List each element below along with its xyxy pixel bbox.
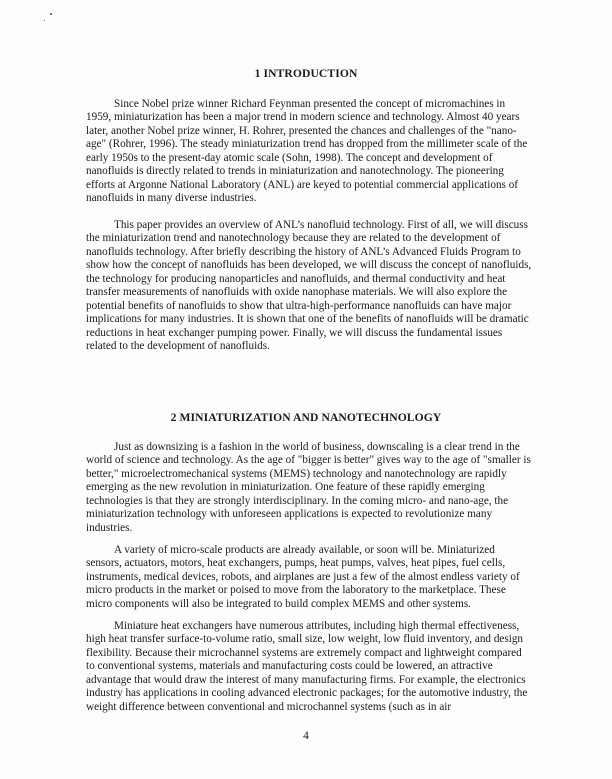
section-2-heading: 2 MINIATURIZATION AND NANOTECHNOLOGY (170, 411, 442, 424)
section-1-paragraph-1: Since Nobel prize winner Richard Feynman presented the concept of micromachines in 1959, miniaturization has been a major trend in modern science and technology. Almost 40 years later, another Nobel prize winner, H. Rohrer, presented the chances and challenges of the "nano-age" (Rohrer, 1996). The steady miniaturization trend has dropped from the millimeter scale of the early 1950s to the present-day atomic scale (Sohn, 1998). The concept and development of nanofluids is directly related to trends in miniaturization and nanotechnology. The pioneering efforts at Argonne National Laboratory (ANL) are keyed to potential commercial applications of nanofluids in many diverse industries. (86, 98, 528, 205)
section-2-paragraph-1: Just as downsizing is a fashion in the world of business, downscaling is a clear trend in the world of science and technology. As the age of "bigger is better" gives way to the age of "smaller is better," microelectromechanical systems (MEMS) technology and nanotechnology are rapidly emerging as the new revolution in miniaturization. One feature of these rapidly emerging technologies is that they are strongly interdisciplinary. In the coming micro- and nano-age, the miniaturization technology with unforeseen applications is expected to revolutionize many industries. (86, 441, 531, 534)
section-1-paragraph-2: This paper provides an overview of ANL’s nanofluid technology. First of all, we will discuss the miniaturization trend and nanotechnology because they are related to the development of nanofluids technology. After briefly describing the history of ANL’s Advanced Fluids Program to show how the concept of nanofluids has been developed, we will discuss the concept of nanofluids, the technology for producing nanoparticles and nanofluids, and thermal conductivity and heat transfer measurements of nanofluids with oxide nanophase materials. We will also explore the potential benefits of nanofluids to show that ultra-high-performance nanofluids can have major implications for many industries. It is shown that one of the benefits of nanofluids will be dramatic reductions in heat exchanger pumping power. Finally, we will discuss the fundamental issues related to the development of nanofluids. (86, 219, 532, 353)
page-number: 4 (303, 730, 309, 742)
section-2-paragraph-2: A variety of micro-scale products are already available, or soon will be. Miniaturized sensors, actuators, motors, heat exchangers, pumps, heat pumps, valves, heat pipes, fuel cells, instruments, medical devices, robots, and airplanes are just a few of the almost endless variety of micro products in the market or poised to move from the laboratory to the marketplace. These micro components will also be integrated to build complex MEMS and other systems. (86, 544, 520, 610)
section-1-heading: 1 INTRODUCTION (254, 67, 358, 80)
scan-speck (50, 13, 52, 15)
scan-speck (44, 20, 45, 21)
section-2-paragraph-3: Miniature heat exchangers have numerous attributes, including high thermal effectiveness, high heat transfer surface-to-volume ratio, small size, low weight, low fluid inventory, and design flexibility. Because their microchannel systems are extremely compact and lightweight compared to conventional systems, materials and manufacturing costs could be lowered, an attractive advantage that would draw the interest of many manufacturing firms. For example, the electronics industry has applications in cooling advanced electronic packages; for the automotive industry, the weight difference between conventional and microchannel systems (such as in air (86, 620, 528, 713)
